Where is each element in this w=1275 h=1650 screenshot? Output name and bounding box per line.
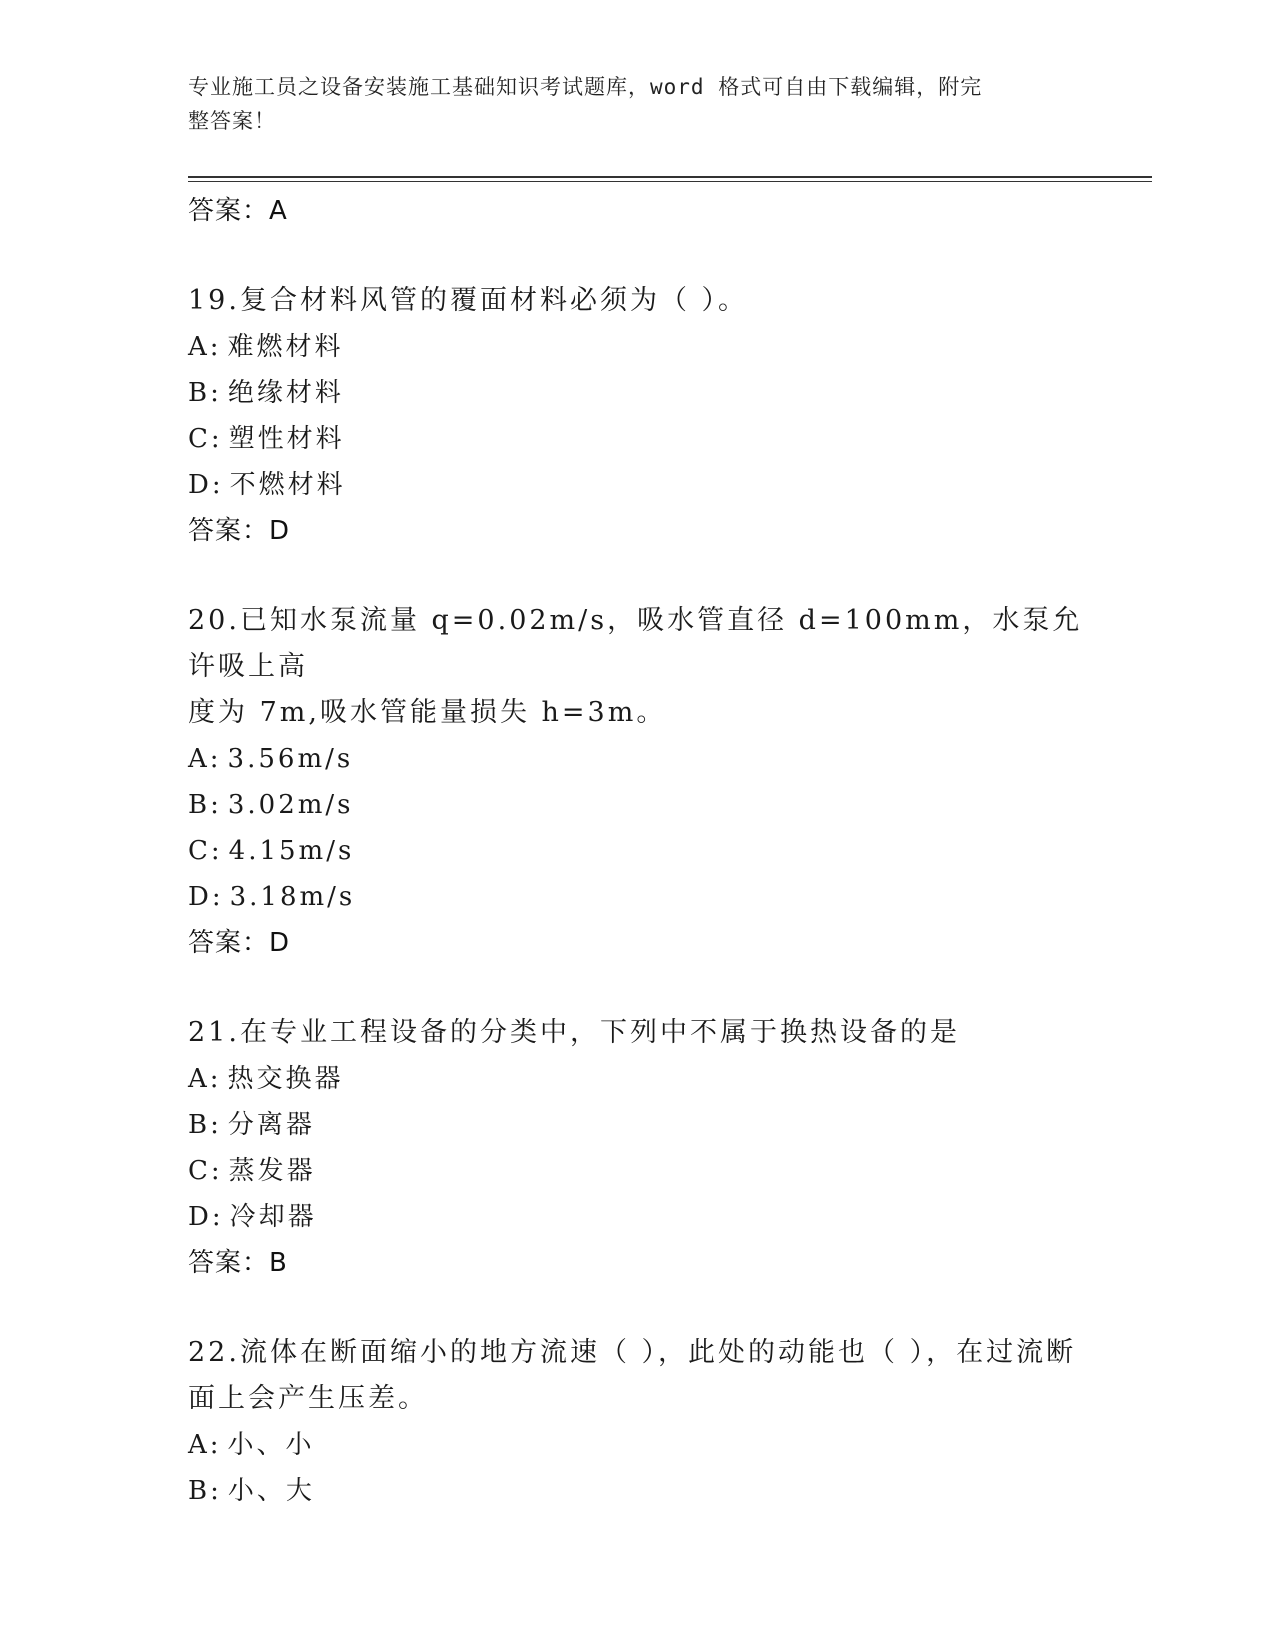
question-list — [188, 188, 1088, 1514]
question-19 — [188, 278, 1088, 554]
answer-19: 答案：D — [188, 516, 291, 546]
option-b — [188, 1102, 1088, 1148]
page-header — [188, 70, 1068, 138]
option-text: 3.02m/s — [227, 790, 354, 820]
question-stem-line-2: 度为 7m,吸水管能量损失 h=3m。 — [188, 697, 667, 728]
answer-18: 答案：A — [188, 196, 288, 226]
option-text: 分离器 — [227, 1110, 315, 1140]
option-key: C: — [188, 1156, 223, 1186]
option-text: 冷却器 — [229, 1202, 317, 1232]
option-key: D: — [188, 882, 224, 912]
header-rule-secondary — [188, 181, 1152, 182]
option-key: A: — [188, 744, 222, 774]
option-b — [188, 782, 1088, 828]
question-stem: 19.复合材料风管的覆面材料必须为（ ）。 — [188, 285, 749, 316]
option-c — [188, 1148, 1088, 1194]
option-d — [188, 1194, 1088, 1240]
option-key: B: — [188, 790, 222, 820]
option-key: B: — [188, 378, 222, 408]
option-c — [188, 416, 1088, 462]
question-22 — [188, 1330, 1088, 1514]
option-b — [188, 1468, 1088, 1514]
option-key: C: — [188, 424, 223, 454]
spacer — [188, 1286, 1088, 1330]
option-a — [188, 736, 1088, 782]
option-text: 蒸发器 — [228, 1156, 316, 1186]
question-stem-line-1: 20.已知水泵流量 q=0.02m/s，吸水管直径 d=100mm，水泵允许吸上高 — [188, 605, 1083, 682]
question-21 — [188, 1010, 1088, 1286]
header-line-2: 整答案！ — [188, 109, 276, 133]
option-text: 塑性材料 — [228, 424, 345, 454]
question-stem-line-1: 22.流体在断面缩小的地方流速（ ），此处的动能也（ ），在过流断 — [188, 1337, 1077, 1368]
option-text: 难燃材料 — [227, 332, 344, 362]
option-key: A: — [188, 1430, 222, 1460]
option-key: B: — [188, 1476, 222, 1506]
option-text: 不燃材料 — [229, 470, 346, 500]
question-stem-line-2: 面上会产生压差。 — [188, 1383, 428, 1414]
question-20 — [188, 598, 1088, 966]
spacer — [188, 554, 1088, 598]
option-key: C: — [188, 836, 223, 866]
question-stem: 21.在专业工程设备的分类中，下列中不属于换热设备的是 — [188, 1017, 960, 1048]
option-a — [188, 1422, 1088, 1468]
option-a — [188, 1056, 1088, 1102]
option-key: D: — [188, 470, 224, 500]
option-text: 小、小 — [227, 1430, 315, 1460]
option-text: 绝缘材料 — [227, 378, 344, 408]
option-c — [188, 828, 1088, 874]
answer-20: 答案：D — [188, 928, 291, 958]
option-text: 热交换器 — [227, 1064, 344, 1094]
option-text: 4.15m/s — [228, 836, 355, 866]
option-text: 3.56m/s — [227, 744, 354, 774]
option-key: A: — [188, 1064, 222, 1094]
answer-21: 答案：B — [188, 1248, 288, 1278]
option-key: A: — [188, 332, 222, 362]
option-text: 小、大 — [227, 1476, 315, 1506]
option-b — [188, 370, 1088, 416]
spacer — [188, 234, 1088, 278]
option-key: D: — [188, 1202, 224, 1232]
header-line-1: 专业施工员之设备安装施工基础知识考试题库，word 格式可自由下载编辑，附完 — [188, 75, 983, 99]
option-d — [188, 462, 1088, 508]
option-d — [188, 874, 1088, 920]
option-key: B: — [188, 1110, 222, 1140]
option-a — [188, 324, 1088, 370]
header-rule — [188, 176, 1152, 178]
spacer — [188, 966, 1088, 1010]
option-text: 3.18m/s — [229, 882, 356, 912]
